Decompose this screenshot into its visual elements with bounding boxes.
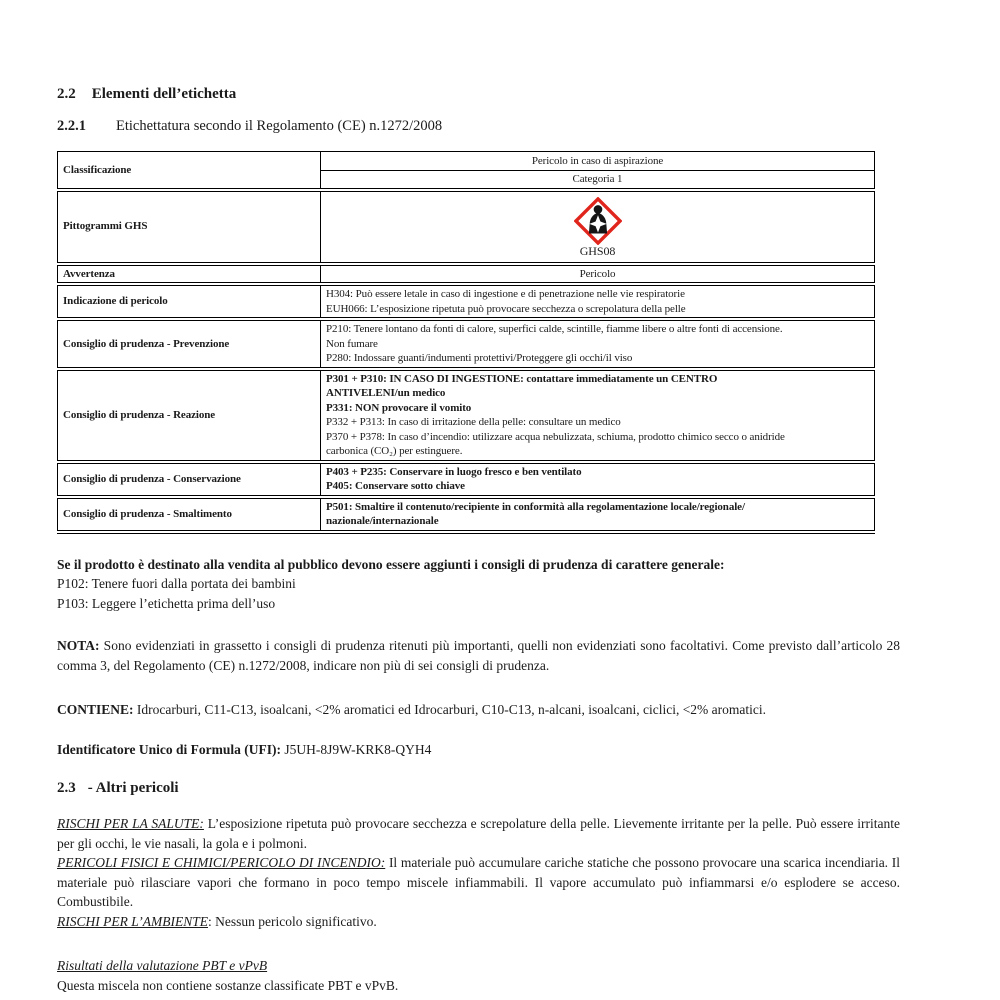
section-2-3-heading [57, 780, 900, 797]
contiene-text: Idrocarburi, C11-C13, isoalcani, <2% aromatici ed Idrocarburi, C10-C13, n-alcani, isoalcani, ciclici, <2% aromatici. [133, 702, 767, 717]
statement-line: nazionale/internazionale [326, 515, 439, 527]
statement-line: carbonica (CO₂) per estinguere. [326, 445, 463, 457]
nota-paragraph [57, 636, 900, 675]
nota-label: NOTA: [57, 638, 100, 653]
section-number: 2.2.1 [57, 118, 86, 134]
ghs08-health-hazard-icon [574, 197, 622, 245]
statement-line: P403 + P235: Conservare in luogo fresco e ben ventilato [326, 465, 582, 478]
hazard-category-cell: Categoria 1 [321, 171, 875, 190]
section-title: - Altri pericoli [87, 780, 179, 796]
table-row [58, 462, 875, 497]
health-risks-text: L’esposizione ripetuta può provocare secchezza e screpolature della pelle. Lievemente irritante per la pelle. Può essere irritante per gli occhi, le vie nasali, la gola e i polmoni. [57, 816, 900, 851]
signal-word-label-cell: Avvertenza [58, 264, 321, 285]
section-title: Elementi dell’etichetta [91, 86, 237, 102]
statement-line: P280: Indossare guanti/indumenti protettivi/Proteggere gli occhi/il viso [326, 352, 633, 364]
prevention-label-cell: Consiglio di prudenza - Prevenzione [58, 319, 321, 369]
pictograms-label-cell: Pittogrammi GHS [58, 190, 321, 264]
statement-line: H304: Può essere letale in caso di ingestione e di penetrazione nelle vie respiratorie [326, 288, 685, 300]
response-label-cell: Consiglio di prudenza - Reazione [58, 369, 321, 462]
table-row [58, 497, 875, 532]
pictogram-cell [321, 190, 875, 264]
statement-line: P210: Tenere lontano da fonti di calore, superfici calde, scintille, fiamme libere o altre fonti di accensione. [326, 323, 783, 335]
physical-hazards-label: PERICOLI FISICI E CHIMICI/PERICOLO DI INCENDIO: [57, 855, 386, 870]
signal-word-cell: Pericolo [321, 264, 875, 285]
nota-text: Sono evidenziati in grassetto i consigli di prudenza ritenuti più importanti, quelli non evidenziati sono facoltativi. Come previsto dall’articolo 28 comma 3, del Regolamento (CE) n.1272/2008, indicare non più di sei consigli di prudenza. [57, 638, 900, 673]
health-risks-label: RISCHI PER LA SALUTE: [57, 816, 204, 831]
pbt-title: Risultati della valutazione PBT e vPvB [57, 958, 268, 973]
table-row [58, 190, 875, 264]
storage-statements-cell [321, 462, 875, 497]
p103-statement: P103: Leggere l’etichetta prima dell’uso [57, 595, 276, 611]
table-row [58, 264, 875, 285]
prevention-statements-cell [321, 319, 875, 369]
contiene-label: CONTIENE: [57, 702, 134, 717]
other-hazards-block [57, 814, 900, 931]
pictogram-code: GHS08 [579, 244, 616, 258]
public-sale-paragraph [57, 555, 900, 614]
ufi-paragraph [57, 740, 900, 760]
table-row [58, 284, 875, 319]
contiene-paragraph [57, 700, 900, 720]
hazard-statements-cell [321, 284, 875, 319]
section-2-2-heading [57, 86, 900, 103]
statement-line: P331: NON provocare il vomito [326, 401, 472, 414]
table-row [58, 319, 875, 369]
section-number: 2.3 [57, 780, 76, 796]
section-title: Etichettatura secondo il Regolamento (CE) n.1272/2008 [116, 118, 443, 134]
statement-line: Non fumare [326, 337, 378, 350]
statement-line: P501: Smaltire il contenuto/recipiente in conformità alla regolamentazione locale/regionale/ [326, 500, 745, 513]
response-statements-cell [321, 369, 875, 462]
p102-statement: P102: Tenere fuori dalla portata dei bambini [57, 576, 296, 591]
ghs-pictogram [326, 195, 869, 258]
statement-line: EUH066: L’esposizione ripetuta può provocare secchezza o screpolatura della pelle [326, 302, 686, 315]
statement-line: P370 + P378: In caso d’incendio: utilizzare acqua nebulizzata, schiuma, prodotto chimico secco o anidride [326, 430, 785, 443]
statement-line: P405: Conservare sotto chiave [326, 480, 465, 492]
table-row [58, 369, 875, 462]
classification-label-cell: Classificazione [58, 152, 321, 190]
table-row [58, 152, 875, 171]
statement-line: P301 + P310: IN CASO DI INGESTIONE: contattare immediatamente un CENTRO [326, 372, 718, 385]
storage-label-cell: Consiglio di prudenza - Conservazione [58, 462, 321, 497]
hazard-statements-label-cell: Indicazione di pericolo [58, 284, 321, 319]
ghs-label-table [57, 151, 875, 534]
environment-risks-text: : Nessun pericolo significativo. [207, 913, 377, 929]
pbt-block [57, 956, 900, 995]
disposal-statements-cell [321, 497, 875, 532]
physical-hazards-text: Il materiale può accumulare cariche statiche che possono provocare una scarica incendiaria. Il materiale può rilasciare vapori che formano in poco tempo miscele infiammabili. Il vapore accumulato può infiammarsi e/o esplodere se acceso. Combustibile. [57, 855, 901, 909]
section-2-2-1-heading [57, 118, 900, 135]
hazard-class-cell: Pericolo in caso di aspirazione [321, 152, 875, 171]
pbt-text: Questa miscela non contiene sostanze classificate PBT e vPvB. [57, 977, 399, 993]
ufi-value: J5UH-8J9W-KRK8-QYH4 [280, 741, 432, 757]
disposal-label-cell: Consiglio di prudenza - Smaltimento [58, 497, 321, 532]
public-sale-intro: Se il prodotto è destinato alla vendita al pubblico devono essere aggiunti i consigli di prudenza di carattere generale: [57, 556, 725, 572]
section-number: 2.2 [57, 86, 76, 102]
statement-line: ANTIVELENI/un medico [326, 387, 446, 399]
statement-line: P332 + P313: In caso di irritazione della pelle: consultare un medico [326, 416, 621, 428]
environment-risks-label: RISCHI PER L’AMBIENTE [57, 913, 208, 929]
ufi-label: Identificatore Unico di Formula (UFI): [57, 741, 281, 757]
